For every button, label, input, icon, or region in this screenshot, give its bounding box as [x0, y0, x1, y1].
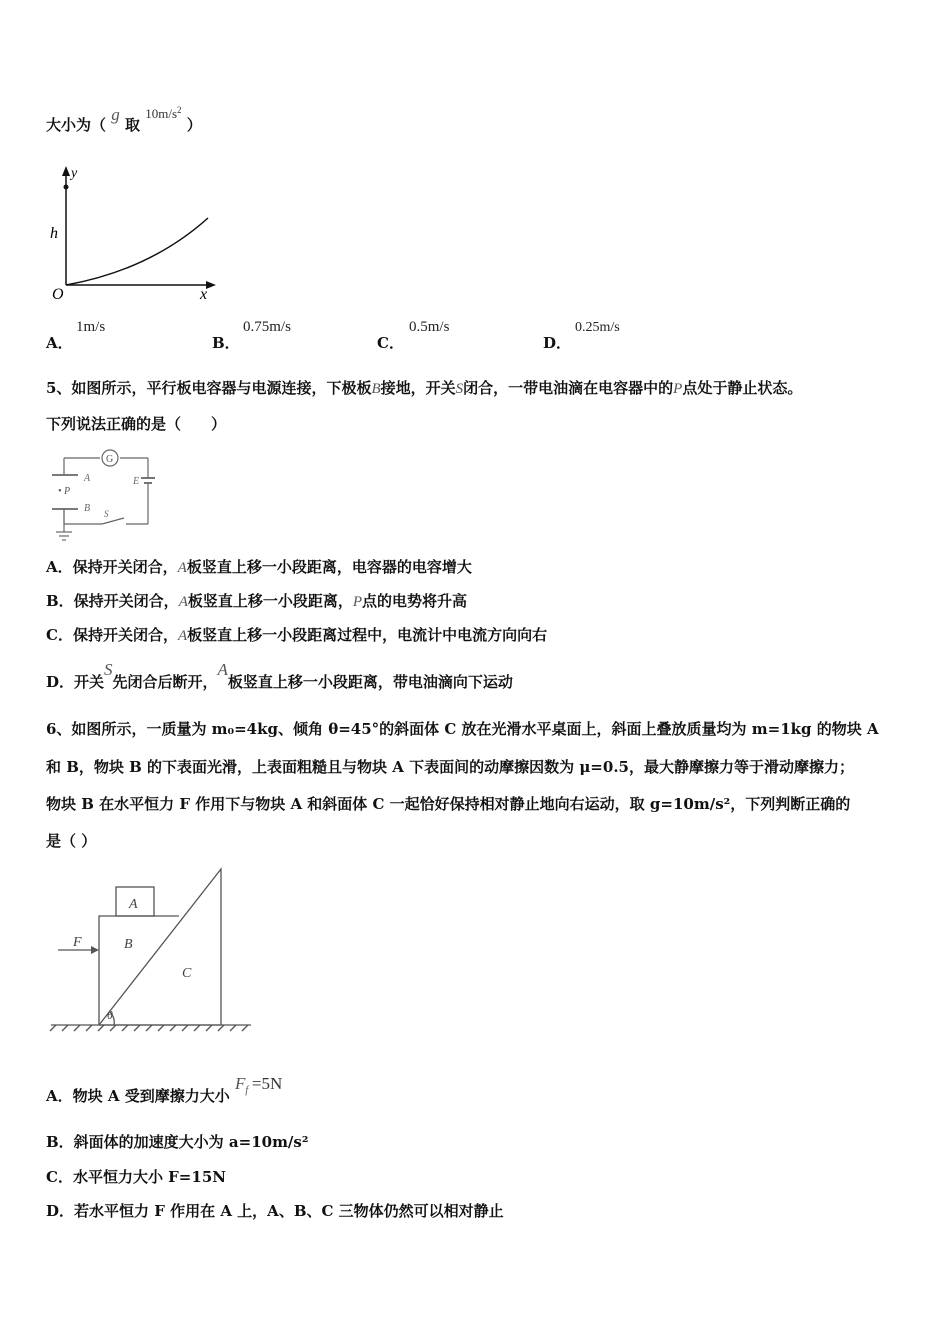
ground-hatching	[50, 1025, 248, 1031]
q6-stem-line4: 是（ ）	[46, 832, 97, 850]
capacitor-circuit-diagram	[44, 448, 164, 546]
q6-option-a: A．物块 A 受到摩擦力大小 $F_f =5N$	[46, 1074, 283, 1105]
svg-text:A: A	[84, 473, 91, 484]
svg-text:G: G	[106, 454, 114, 465]
q6-option-b: B．斜面体的加速度大小为 a=10m/s²	[46, 1133, 309, 1151]
force-arrow-head-icon	[91, 946, 99, 954]
graph-y-arrow-icon	[62, 166, 70, 176]
label-c: C	[182, 966, 192, 981]
q6-stem-line2: 和 B，物块 B 的下表面光滑，上表面粗糙且与物块 A 下表面间的动摩擦因数为 μ=0.5，最大静摩擦力等于滑动摩擦力；	[46, 758, 854, 776]
q5-stem-line2: 下列说法正确的是（ ）	[46, 415, 227, 433]
trajectory-graph	[40, 160, 230, 310]
q6-option-d: D．若水平恒力 F 作用在 A 上，A、B、C 三物体仍然可以相对静止	[46, 1202, 504, 1220]
svg-text:S: S	[104, 509, 109, 519]
svg-text:• P: • P	[58, 486, 71, 497]
q4-option-c-letter: C．	[377, 334, 404, 352]
incline-block-figure	[46, 860, 261, 1035]
q4-prompt	[46, 105, 202, 137]
q6-stem-line3: 物块 B 在水平恒力 F 作用下与物块 A 和斜面体 C 一起恰好保持相对静止地向右运动，取 g=10m/s²，下列判断正确的	[46, 795, 851, 813]
q4-option-c-value: 0.5m/s	[409, 319, 450, 335]
label-a: A	[129, 897, 138, 912]
label-f: F	[73, 935, 82, 950]
q6-stem-line1: 6、如图所示，一质量为 m₀=4kg、倾角 θ=45°的斜面体 C 放在光滑水平桌面上，斜面上叠放质量均为 m=1kg 的物块 A	[46, 720, 879, 738]
switch-s-symbol: S	[455, 381, 464, 397]
q5-option-c: C．保持开关闭合，A板竖直上移一小段距离过程中，电流计中电流方向向右	[46, 626, 548, 644]
q5-option-d: D．开关S先闭合后断开，A板竖直上移一小段距离，带电油滴向下运动	[46, 660, 513, 691]
q4-option-a-letter: A．	[46, 334, 73, 352]
graph-origin-label: O	[52, 286, 64, 303]
q4-take: 取	[124, 116, 140, 134]
q4-option-a-value: 1m/s	[76, 319, 106, 335]
svg-text:E: E	[133, 476, 140, 487]
q5-option-a: A．保持开关闭合，A板竖直上移一小段距离，电容器的电容增大	[46, 558, 472, 576]
plate-b-symbol: B	[371, 381, 381, 397]
label-b: B	[124, 937, 133, 952]
q4-prompt-start: 大小为（	[46, 116, 107, 134]
q5-stem-line1: 5、如图所示，平行板电容器与电源连接，下极板B接地，开关S闭合，一带电油滴在电容器中的P点处于静止状态。	[46, 379, 803, 397]
friction-expression: $F_f =5N$	[234, 1074, 283, 1096]
q4-option-d-value: 0.25m/s	[575, 320, 620, 335]
g-symbol: g	[111, 105, 120, 124]
graph-x-arrow-icon	[206, 281, 216, 289]
label-theta: θ	[107, 1008, 113, 1022]
graph-x-label: x	[200, 286, 208, 303]
q5-option-b: B．保持开关闭合，A板竖直上移一小段距离，P点的电势将升高	[46, 592, 468, 610]
graph-h-label: h	[50, 225, 58, 242]
graph-start-point	[64, 185, 69, 190]
svg-text:B: B	[84, 503, 91, 514]
graph-y-label: y	[71, 166, 78, 181]
graph-curve	[66, 218, 208, 285]
q4-prompt-end: ）	[186, 116, 202, 134]
g-value: $10m/s^2$	[145, 105, 182, 121]
point-p-symbol: P	[673, 381, 683, 397]
q4-option-b-value: 0.75m/s	[243, 319, 291, 335]
q4-option-b-letter: B．	[212, 334, 240, 352]
q6-option-c: C．水平恒力大小 F=15N	[46, 1168, 226, 1186]
q4-option-d-letter: D．	[543, 334, 572, 352]
incline-c	[99, 869, 221, 1025]
